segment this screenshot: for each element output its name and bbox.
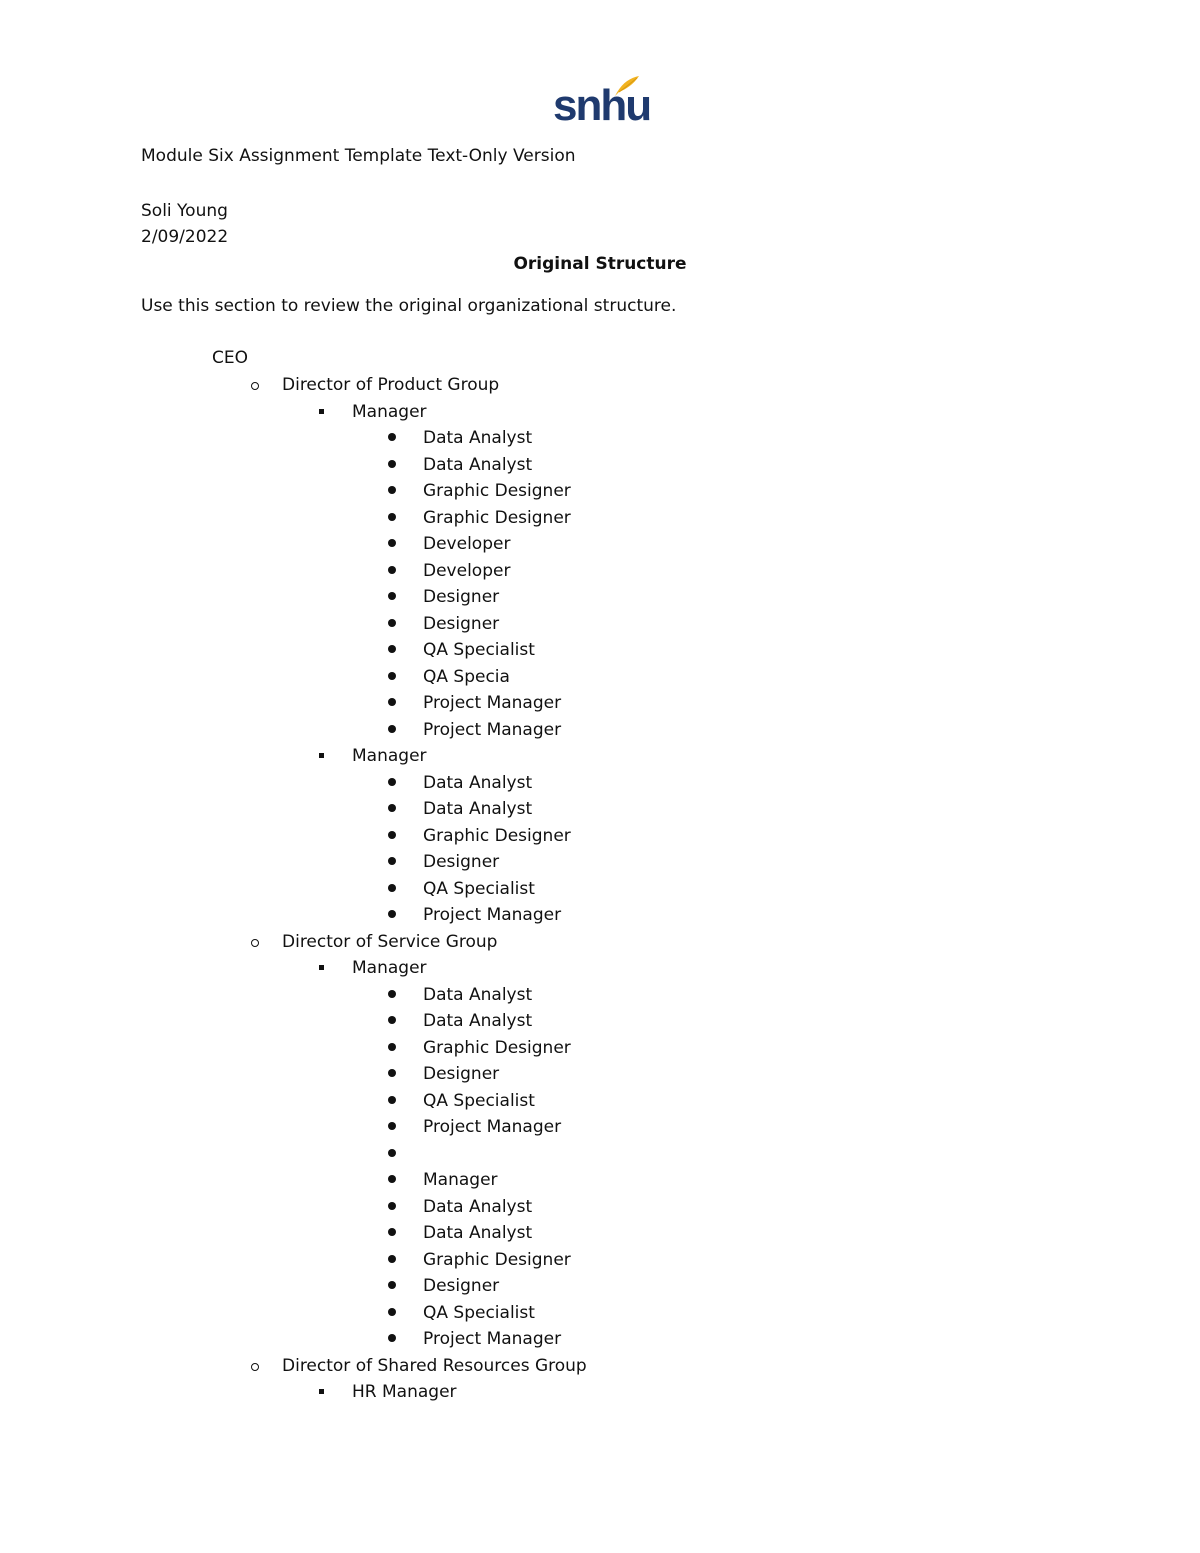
- outline-item-level-3: [0, 1037, 1200, 1059]
- outline-item-level-1: [0, 374, 1200, 396]
- outline-item-label: QA Specia: [423, 666, 510, 687]
- outline-item-label: Project Manager: [423, 1117, 562, 1137]
- outline-item-label: Data Analyst: [423, 428, 533, 448]
- outline-item-label: QA Specialist: [423, 640, 535, 660]
- document-date: 2/09/2022: [141, 227, 229, 247]
- outline-item-label: Data Analyst: [423, 984, 533, 1005]
- outline-item-label: Data Analyst: [423, 454, 533, 475]
- outline-item-level-3: [0, 533, 1200, 555]
- outline-item-label: QA Specialist: [423, 1302, 535, 1323]
- outline-item-label: Graphic Designer: [423, 481, 571, 501]
- document-title: Module Six Assignment Template Text-Only Version: [141, 146, 576, 166]
- outline-item-label: Project Manager: [423, 1329, 562, 1349]
- outline-item-label: Designer: [423, 1064, 500, 1084]
- circle-bullet-icon: [250, 381, 260, 391]
- outline-item-label: Project Manager: [423, 905, 562, 925]
- outline-item-level-2: [0, 957, 1200, 979]
- outline-item-level-3: [0, 1302, 1200, 1324]
- outline-item-label: Manager: [352, 746, 427, 766]
- outline-item-level-3: [0, 1196, 1200, 1218]
- outline-item-label: Data Analyst: [423, 1011, 533, 1031]
- outline-item-level-3: [0, 1169, 1200, 1191]
- snhu-logo: [553, 74, 651, 134]
- outline-item-label: Director of Product Group: [282, 375, 500, 395]
- outline-item-level-2: [0, 1381, 1200, 1403]
- outline-item-level-3: [0, 1249, 1200, 1271]
- outline-item-level-3: [0, 904, 1200, 926]
- outline-item-level-2: [0, 401, 1200, 423]
- circle-bullet-icon: [250, 938, 260, 948]
- outline-item-label: HR Manager: [352, 1382, 457, 1402]
- outline-item-level-3: [0, 1063, 1200, 1085]
- outline-item-label: QA Specialist: [423, 878, 535, 899]
- section-heading: Original Structure: [513, 254, 687, 274]
- outline-item-label: Graphic Designer: [423, 507, 571, 528]
- outline-item-level-3: [0, 984, 1200, 1006]
- outline-item-level-3: [0, 772, 1200, 794]
- outline-item-label: Manager: [352, 401, 427, 422]
- outline-item-level-3: [0, 560, 1200, 582]
- outline-item-label: Designer: [423, 613, 500, 634]
- outline-item-label: Data Analyst: [423, 799, 533, 819]
- instructions-text: Use this section to review the original organizational structure.: [141, 296, 677, 316]
- outline-item-label: Director of Service Group: [282, 931, 498, 952]
- outline-item-label: Director of Shared Resources Group: [282, 1355, 587, 1376]
- outline-item-level-3: [0, 586, 1200, 608]
- org-root-ceo: CEO: [212, 348, 248, 368]
- outline-item-level-3: [0, 1275, 1200, 1297]
- outline-item-level-2: [0, 745, 1200, 767]
- outline-item-level-3: [0, 1090, 1200, 1112]
- outline-item-label: Designer: [423, 587, 500, 607]
- outline-item-label: Developer: [423, 560, 511, 581]
- outline-item-level-1: [0, 1355, 1200, 1377]
- outline-item-level-3: [0, 454, 1200, 476]
- outline-item-label: Designer: [423, 1276, 500, 1296]
- outline-item-level-3: [0, 480, 1200, 502]
- circle-bullet-icon: [250, 1362, 260, 1372]
- outline-item-label: Manager: [352, 958, 427, 978]
- outline-item-level-3: [0, 692, 1200, 714]
- outline-item-level-3: [0, 427, 1200, 449]
- author-name: Soli Young: [141, 201, 228, 221]
- outline-item-level-1: [0, 931, 1200, 953]
- outline-item-level-3: [0, 878, 1200, 900]
- outline-item-label: Manager: [423, 1170, 498, 1190]
- outline-item-label: Data Analyst: [423, 772, 533, 793]
- outline-item-label: Developer: [423, 534, 511, 554]
- outline-item-level-3: [0, 507, 1200, 529]
- outline-item-level-3: [0, 719, 1200, 741]
- outline-item-level-3: [0, 613, 1200, 635]
- outline-item-level-3: [0, 798, 1200, 820]
- outline-item-level-3: [0, 1116, 1200, 1138]
- outline-item-level-3: [0, 666, 1200, 688]
- outline-item-level-3: [0, 1010, 1200, 1032]
- outline-item-label: Data Analyst: [423, 1196, 533, 1217]
- logo-wordmark: snhu: [553, 81, 651, 130]
- outline-item-level-3: [0, 639, 1200, 661]
- outline-item-level-3: [0, 1143, 1200, 1165]
- outline-item-label: Graphic Designer: [423, 1037, 571, 1058]
- outline-item-level-3: [0, 1328, 1200, 1350]
- outline-item-label: Project Manager: [423, 719, 562, 740]
- outline-item-level-3: [0, 825, 1200, 847]
- outline-item-label: Project Manager: [423, 693, 562, 713]
- outline-item-level-3: [0, 851, 1200, 873]
- outline-item-label: QA Specialist: [423, 1090, 535, 1111]
- outline-item-label: Designer: [423, 852, 500, 872]
- outline-item-label: Data Analyst: [423, 1223, 533, 1243]
- outline-item-label: Graphic Designer: [423, 1249, 571, 1270]
- outline-item-level-3: [0, 1222, 1200, 1244]
- outline-item-label: Graphic Designer: [423, 825, 571, 846]
